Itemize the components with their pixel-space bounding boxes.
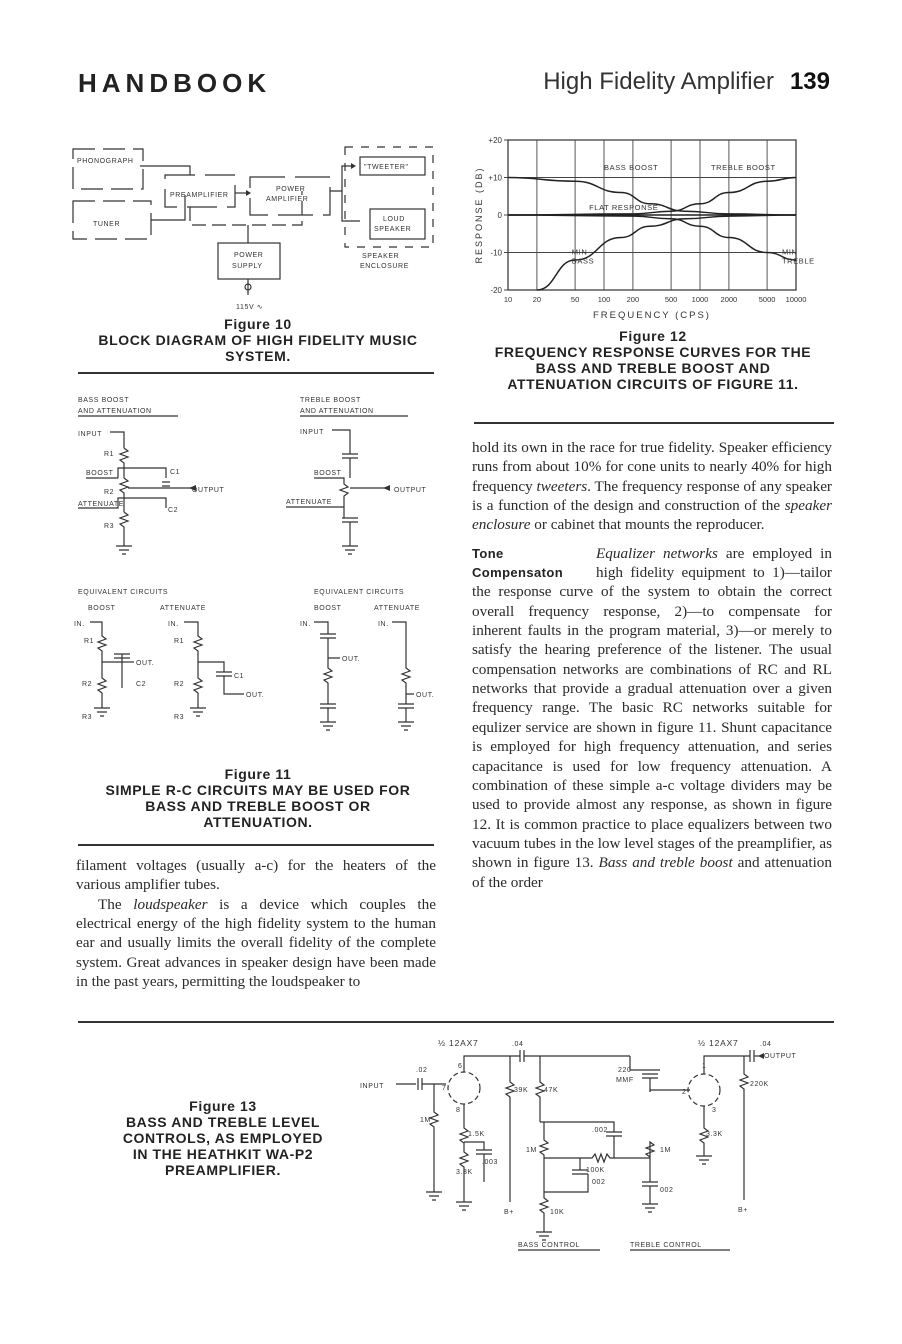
speaker-label: SPEAKER (374, 226, 412, 233)
loud-label: LOUD (383, 216, 405, 223)
figure-13-caption (100, 1098, 346, 1178)
divider-fig12 (474, 422, 834, 424)
figure-13-schematic (360, 1032, 840, 1252)
figure-10-title: Figure 10 (224, 316, 292, 332)
equiv-left-title: EQUIVALENT CIRCUITS (78, 589, 169, 596)
y-tick-label-1: +10 (488, 173, 502, 183)
r3-3k-b-label: 3.3K (706, 1131, 723, 1138)
c04b-label: .04 (760, 1041, 772, 1048)
preamplifier-label: PREAMPLIFIER (170, 192, 229, 199)
power-amp-label-2: AMPLIFIER (266, 196, 309, 203)
r39k-label: 39K (514, 1087, 529, 1094)
right-p2-b: and attenuation of the order (472, 854, 832, 891)
x-tick-label-3: 100 (597, 295, 611, 304)
x-axis-title: FREQUENCY (CPS) (593, 310, 711, 321)
figure-11-rc-circuits (74, 388, 444, 763)
annotation-0: BASS BOOST (604, 163, 659, 172)
equiv-in-2: IN. (168, 621, 179, 628)
divider-fig10 (78, 372, 434, 374)
phonograph-box (73, 149, 143, 189)
x-tick-label-8: 5000 (758, 295, 776, 304)
preamplifier-box (165, 175, 235, 207)
pin2-label: 2 (682, 1089, 687, 1096)
tube1-label: ½ 12AX7 (438, 1038, 479, 1048)
annotation-1: TREBLE BOOST (710, 163, 776, 172)
right-paragraph-2 (472, 544, 832, 892)
running-head-right (543, 68, 830, 96)
pin7-label: 7 (442, 1085, 447, 1092)
equiv-out-3: OUT. (342, 656, 361, 663)
annotation-4-0: MIN (782, 247, 798, 257)
enclosure-label-2: ENCLOSURE (360, 263, 409, 270)
r47k-label: 47K (544, 1087, 559, 1094)
x-tick-label-6: 1000 (691, 295, 709, 304)
c002a-label: .002 (592, 1127, 609, 1134)
equiv-out-1: OUT. (136, 660, 155, 667)
figure-11-caption (100, 766, 416, 830)
tuner-label: TUNER (93, 221, 121, 228)
right-p2-em2: Bass and treble boost (598, 854, 733, 872)
right-column-text (472, 438, 832, 892)
c220-unit-label: MMF (616, 1077, 634, 1084)
c02-label: .02 (416, 1067, 428, 1074)
equiv-out-4: OUT. (416, 692, 435, 699)
annotation-2: FLAT RESPONSE (589, 203, 659, 213)
r1-label: R1 (104, 451, 115, 458)
equiv-attenuate-label-1: ATTENUATE (160, 605, 206, 612)
c04a-label: .04 (512, 1041, 524, 1048)
c003-label: .003 (482, 1159, 499, 1166)
r1m-a-label: 1M (420, 1117, 431, 1124)
output-label: OUTPUT (764, 1053, 797, 1060)
right-p1-em1: tweeters (536, 477, 588, 495)
right-p1-a: hold its own in the race for true fidelity. Speaker efficiency runs from about 10% for cone units to nearly 40% for high frequency (472, 439, 832, 495)
equiv-c1-2: C1 (234, 673, 245, 680)
side-heading (472, 544, 596, 582)
x-tick-label-5: 500 (664, 295, 678, 304)
figure-13-title: Figure 13 (189, 1098, 257, 1114)
treble-boost-label: BOOST (314, 470, 342, 477)
equiv-in-3: IN. (300, 621, 311, 628)
divider-fig11 (78, 844, 434, 846)
equiv-boost-label-1: BOOST (88, 605, 116, 612)
left-p2-emphasis: loudspeaker (133, 895, 208, 913)
equiv-out-2: OUT. (246, 692, 265, 699)
left-p2-rest: is a device which couples the electrical energy of the high fidelity system to the human ear and usually limits the overall fidelity of the complete system. Great advances in speaker design have been made in the past years, permitting the loudspeaker to (76, 895, 436, 991)
c1-label: C1 (170, 469, 181, 476)
r3-label: R3 (104, 523, 115, 530)
side-heading-2: Compensaton (472, 564, 564, 580)
tweeter-label: "TWEETER" (364, 164, 409, 171)
bass-input-label: INPUT (78, 431, 102, 438)
mains-label: 115V ∿ (236, 304, 264, 311)
tube2-symbol (688, 1074, 720, 1106)
bass-attenuate-label: ATTENUATE (78, 501, 124, 508)
enclosure-label-1: SPEAKER (362, 253, 400, 260)
bplus-2-label: B+ (738, 1207, 748, 1214)
equiv-in-1: IN. (74, 621, 85, 628)
pin3-label: 3 (712, 1107, 717, 1114)
figure-12-chart (466, 130, 838, 322)
figure-12-caption-text: FREQUENCY RESPONSE CURVES FOR THE BASS AND TREBLE BOOST AND ATTENUATION CIRCUITS OF FIGURE 11. (494, 344, 812, 392)
equiv-attenuate-label-2: ATTENUATE (374, 605, 420, 612)
annotation-3-1: BASS (571, 256, 595, 266)
side-heading-1: Tone (472, 545, 504, 561)
tube2-label: ½ 12AX7 (698, 1038, 739, 1048)
y-tick-label-2: 0 (497, 211, 502, 220)
c002c-label: 002 (660, 1187, 674, 1194)
tube1-symbol (448, 1072, 480, 1104)
equiv-r3-2: R3 (174, 714, 185, 721)
equiv-right-title: EQUIVALENT CIRCUITS (314, 589, 405, 596)
bass-boost-label: BOOST (86, 470, 114, 477)
equiv-c2-1: C2 (136, 681, 147, 688)
input-label: INPUT (360, 1083, 384, 1090)
running-head-title: High Fidelity Amplifier (543, 68, 774, 95)
treble-title-2: AND ATTENUATION (300, 408, 374, 415)
treble-attenuate-label: ATTENUATE (286, 499, 332, 506)
figure-13-caption-text: BASS AND TREBLE LEVEL CONTROLS, AS EMPLOYED IN THE HEATHKIT WA-P2 PREAMPLIFIER. (122, 1114, 324, 1178)
figure-12-title: Figure 12 (619, 328, 687, 344)
y-axis-title: RESPONSE (DB) (474, 166, 484, 264)
figure-11-caption-text: SIMPLE R-C CIRCUITS MAY BE USED FOR BASS AND TREBLE BOOST OR ATTENUATION. (105, 782, 411, 830)
equiv-r2-1: R2 (82, 681, 93, 688)
right-p2-em: Equalizer networks (596, 544, 718, 562)
r1-5k-label: 1.5K (468, 1131, 485, 1138)
pin1-label: 1 (702, 1063, 707, 1070)
bass-control-label: BASS CONTROL (518, 1242, 581, 1249)
annotation-3-0: MIN (571, 247, 588, 257)
annotation-4-1: TREBLE (782, 256, 815, 266)
treble-title-1: TREBLE BOOST (300, 397, 361, 404)
r100k-label: 100K (586, 1167, 605, 1174)
left-p2-prefix: The (98, 895, 134, 913)
tuner-box (73, 201, 151, 239)
r1m-c-label: 1M (660, 1147, 671, 1154)
x-tick-label-1: 20 (532, 295, 542, 304)
power-supply-label-2: SUPPLY (232, 263, 263, 270)
right-paragraph-1 (472, 438, 832, 535)
y-tick-label-0: +20 (488, 136, 502, 145)
figure-10-caption (78, 316, 438, 364)
y-tick-label-3: -10 (490, 248, 502, 258)
pin8-label: 8 (456, 1107, 461, 1114)
right-p2-a: are employed in high fidelity equipment to 1)—tailor the response curve of the system to obtain the correct overall frequency response, 2)—to compensate for inherent faults in the program material, 3)—or merely to satisfy the hearing preference of the listener. The usual compensation networks are combinations of RC and RL networks that provide a gradual attenuation over a given frequency range. The basic RC networks suitable for equlizer service are shown in figure 11. Shunt capacitance is employed for high frequency attenuation, and series capacitance is used for low frequency attenuation. A combination of these simple a-c voltage dividers may be used to provide almost any response, as shown in figure 12. It is common practice to place equalizers between two vacuum tubes in the low level stages of the preamplifier, as shown in figure 13. (472, 544, 833, 872)
loudspeaker-box (370, 209, 425, 239)
x-tick-label-2: 50 (570, 295, 580, 304)
power-supply-label-1: POWER (234, 252, 264, 259)
r1m-b-label: 1M (526, 1147, 537, 1154)
x-tick-label-0: 10 (503, 295, 513, 304)
x-tick-label-9: 10000 (785, 295, 807, 304)
equiv-boost-label-2: BOOST (314, 605, 342, 612)
treble-control-label: TREBLE CONTROL (630, 1242, 702, 1249)
c002b-label: 002 (592, 1179, 606, 1186)
divider-bottom (78, 1021, 834, 1023)
r2-label: R2 (104, 489, 115, 496)
treble-input-label: INPUT (300, 429, 324, 436)
equiv-r3-1: R3 (82, 714, 93, 721)
left-paragraph-1: filament voltages (usually a-c) for the heaters of the various amplifier tubes. (76, 857, 436, 894)
c220-label: 220 (618, 1067, 632, 1074)
x-tick-label-7: 2000 (720, 295, 738, 304)
pin6-label: 6 (458, 1063, 463, 1070)
figure-11-title: Figure 11 (224, 766, 292, 782)
figure-10-caption-text: BLOCK DIAGRAM OF HIGH FIDELITY MUSIC SYSTEM. (98, 332, 418, 364)
equiv-r2-2: R2 (174, 681, 185, 688)
r3-3k-a-label: 3.3K (456, 1169, 473, 1176)
right-p1-em2: speaker enclosure (472, 497, 832, 534)
phonograph-label: PHONOGRAPH (77, 158, 134, 165)
equiv-r1-1: R1 (84, 638, 95, 645)
equiv-in-4: IN. (378, 621, 389, 628)
bplus-1-label: B+ (504, 1209, 514, 1216)
c2-label: C2 (168, 507, 179, 514)
series-line-3 (508, 215, 796, 260)
power-supply-box (218, 243, 280, 279)
equiv-r1-2: R1 (174, 638, 185, 645)
r220k-label: 220K (750, 1081, 769, 1088)
left-paragraph-2 (76, 895, 436, 992)
bass-title-2: AND ATTENUATION (78, 408, 152, 415)
page-number: 139 (789, 68, 830, 95)
figure-12-caption (470, 328, 836, 392)
bass-title-1: BASS BOOST (78, 397, 130, 404)
x-tick-label-4: 200 (626, 295, 640, 304)
power-amp-label-1: POWER (276, 186, 306, 193)
r10k-label: 10K (550, 1209, 565, 1216)
running-head-left: HANDBOOK (78, 68, 272, 98)
treble-output-label: OUTPUT (394, 487, 427, 494)
bass-output-label: OUTPUT (192, 487, 225, 494)
left-column-text (76, 856, 436, 991)
right-p1-c: or cabinet that mounts the reproducer. (530, 516, 765, 534)
figure-10-block-diagram (70, 135, 440, 315)
right-p1-b: . The frequency response of any speaker is a function of the design and construction of the (472, 477, 832, 515)
y-tick-label-4: -20 (490, 286, 502, 295)
